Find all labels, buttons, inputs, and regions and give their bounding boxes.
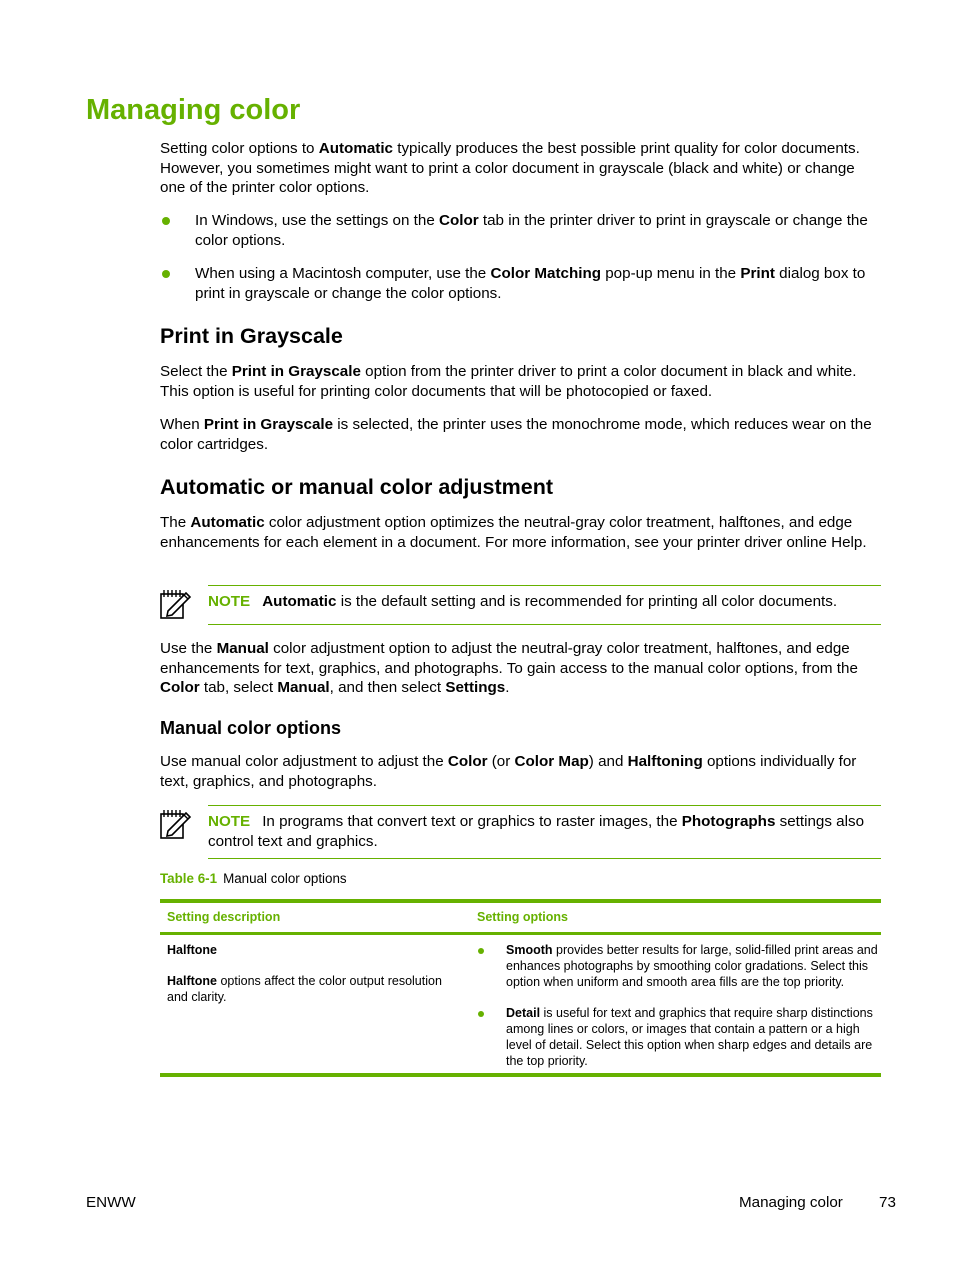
bullet-marker — [162, 217, 170, 225]
text-run: options affect the color output resolution and clarity. — [167, 974, 442, 1004]
bold-term: Smooth — [506, 943, 553, 957]
bullet-marker — [162, 270, 170, 278]
bold-term: Color Map — [514, 753, 589, 770]
manual-paragraph — [160, 752, 884, 791]
bullet-macintosh — [195, 264, 885, 303]
text-run: provides better results for large, solid-filled print areas and enhances photographs by smoothing color gradations. Select this option when uniform and smooth area fills are the top priority. — [506, 943, 878, 989]
heading-manual-color-options: Manual color options — [160, 718, 342, 738]
note-pad-pencil-icon — [159, 587, 193, 621]
heading-print-in-grayscale: Print in Grayscale — [160, 324, 343, 348]
text-run: . — [505, 679, 510, 696]
bullet-windows — [195, 211, 885, 250]
bold-term: Settings — [445, 679, 506, 696]
text-run: option from the printer driver to print a color document in black and white. This option is useful for printing color documents that will be photocopied or faxed. — [160, 363, 857, 400]
note-top-rule — [208, 805, 881, 806]
note-label: NOTE — [208, 593, 251, 610]
table-header-rule — [160, 932, 881, 935]
text-run: color adjustment option optimizes the neutral-gray color treatment, halftones, and edge enhancements for each element in a document. For more information, see your printer driver online Help. — [160, 514, 867, 551]
footer-page-number: 73 — [879, 1194, 896, 1211]
table-bottom-rule — [160, 1073, 881, 1077]
page-title: Managing color — [86, 94, 301, 126]
bold-term: Print in Grayscale — [203, 416, 334, 433]
text-run: , and then select — [329, 679, 446, 696]
bold-term: Halftoning — [627, 753, 703, 770]
table-option-detail — [506, 1005, 880, 1069]
text-run: options individually for text, graphics, and photographs. — [160, 753, 857, 790]
intro-paragraph — [160, 139, 884, 198]
table-caption-label: Table 6-1 — [160, 871, 218, 886]
bold-term: Automatic — [190, 514, 265, 531]
adjustment-paragraph-1 — [160, 513, 884, 552]
text-run: is the default setting and is recommended for printing all color documents. — [336, 593, 838, 610]
text-run: In Windows, use the settings on the — [195, 212, 439, 229]
table-header-options: Setting options — [477, 910, 568, 924]
text-run: In programs that convert text or graphics to raster images, the — [262, 813, 682, 830]
bold-term: Manual — [277, 679, 330, 696]
bold-term: Manual — [216, 640, 269, 657]
text-run: color adjustment option to adjust the neutral-gray color treatment, halftones, and edge enhancements for text, graphics, and photographs. To gain access to the manual color options, from the — [160, 640, 858, 677]
note-pad-pencil-icon — [159, 807, 193, 841]
table-top-rule — [160, 899, 881, 903]
note-bottom-rule — [208, 624, 881, 625]
bold-term: Color — [447, 753, 488, 770]
heading-color-adjustment: Automatic or manual color adjustment — [160, 475, 554, 499]
adjustment-paragraph-2 — [160, 639, 884, 698]
table-cell-setting-name: Halftone — [167, 943, 217, 957]
bullet-marker — [478, 948, 484, 954]
text-run: tab, select — [199, 679, 278, 696]
note-content — [208, 813, 864, 850]
bold-term: Automatic — [318, 140, 393, 157]
text-run: tab in the printer driver to print in grayscale or change the color options. — [195, 212, 868, 249]
text-run: typically produces the best possible print quality for color documents. However, you sometimes might want to print a color document in grayscale (black and white) or change one of the printer color options. — [160, 140, 860, 196]
text-run: dialog box to print in grayscale or change the color options. — [195, 265, 866, 302]
table-header-description: Setting description — [167, 910, 281, 924]
bold-term: Automatic — [262, 593, 337, 610]
text-run: Setting color options to — [160, 140, 319, 157]
text-run: Use manual color adjustment to adjust the — [160, 753, 448, 770]
note-photographs-setting — [208, 812, 880, 851]
note-bottom-rule — [208, 858, 881, 859]
text-run: When using a Macintosh computer, use the — [195, 265, 491, 282]
note-label: NOTE — [208, 813, 251, 830]
bold-term: Color Matching — [490, 265, 602, 282]
text-run: When — [160, 416, 204, 433]
table-option-smooth — [506, 942, 880, 990]
bold-term: Detail — [506, 1006, 541, 1020]
table-caption-text: Manual color options — [223, 871, 347, 886]
table-caption — [160, 870, 347, 888]
text-run: (or — [487, 753, 515, 770]
bold-term: Print in Grayscale — [231, 363, 361, 380]
bullet-marker — [478, 1011, 484, 1017]
bold-term: Color — [160, 679, 200, 696]
grayscale-paragraph-2 — [160, 415, 884, 454]
bold-term: Color — [438, 212, 479, 229]
bold-term: Photographs — [681, 813, 776, 830]
text-run: The — [160, 514, 191, 531]
bold-term: Halftone — [167, 974, 217, 988]
table-cell-setting-desc — [167, 973, 457, 1005]
note-content — [262, 593, 837, 610]
note-top-rule — [208, 585, 881, 586]
text-run: settings also control text and graphics. — [208, 813, 865, 850]
text-run: Use the — [160, 640, 217, 657]
text-run: Select the — [160, 363, 232, 380]
bold-term: Print — [740, 265, 775, 282]
note-automatic-default — [208, 592, 880, 612]
grayscale-paragraph-1 — [160, 362, 884, 401]
footer-enww: ENWW — [86, 1194, 136, 1211]
text-run: pop-up menu in the — [601, 265, 741, 282]
text-run: ) and — [588, 753, 628, 770]
footer-section-title: Managing color — [739, 1194, 843, 1211]
text-run: is useful for text and graphics that require sharp distinctions among lines or colors, or images that contain a pattern or a high level of detail. Select this option when sharp edges and details are the top priority. — [506, 1006, 873, 1068]
text-run: is selected, the printer uses the monochrome mode, which reduces wear on the color cartridges. — [160, 416, 872, 453]
